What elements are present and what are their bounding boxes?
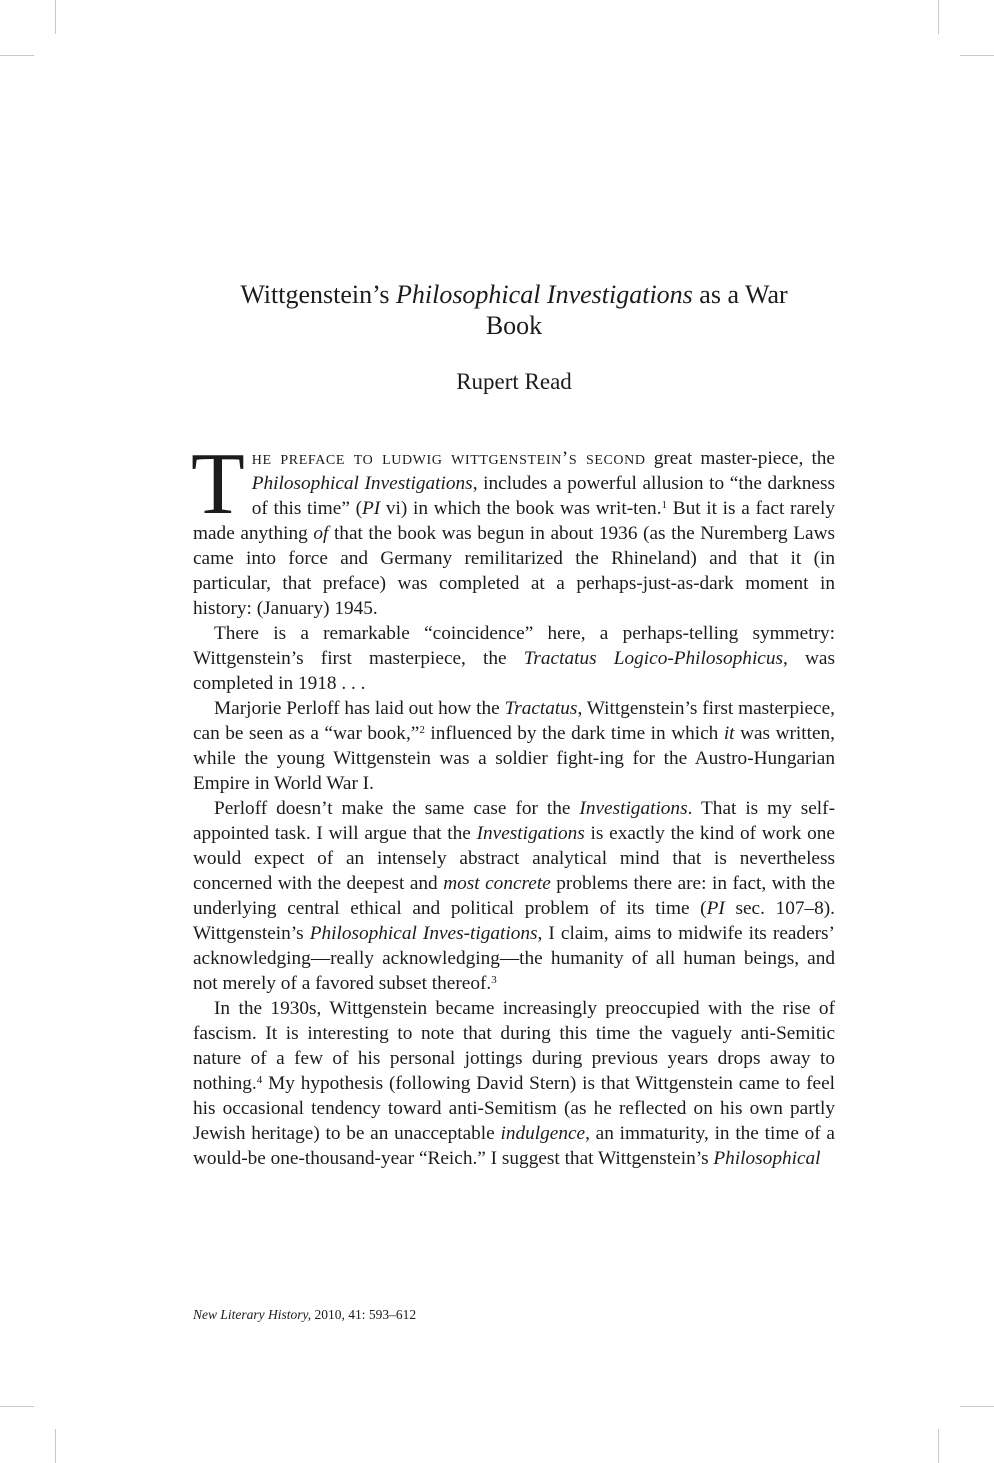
text: There is a remarkable “coincidence” here, a perhaps-telling symmetry: Wittgenstein’s first masterpiece, the bbox=[193, 623, 835, 669]
italic-text: Investigations bbox=[476, 823, 585, 844]
text: great master-piece, the bbox=[645, 448, 835, 469]
paragraph-3 bbox=[193, 696, 835, 796]
article-title bbox=[193, 279, 835, 341]
text: , includes a powerful allusion to “the darkness of this time” ( bbox=[251, 473, 835, 519]
paragraph-2 bbox=[193, 621, 835, 696]
crop-mark-top-left-horizontal bbox=[0, 55, 34, 56]
text: sec. 107–8). Wittgenstein’s bbox=[193, 898, 836, 944]
crop-mark-top-left-vertical bbox=[55, 0, 56, 34]
italic-text: indulgence bbox=[500, 1123, 586, 1144]
text: Marjorie Perloff has laid out how the bbox=[214, 698, 505, 719]
italic-text: PI bbox=[706, 898, 725, 919]
italic-text: of bbox=[313, 523, 329, 544]
italic-text: Investigations bbox=[579, 798, 688, 819]
text: , was completed in 1918 . . . bbox=[193, 648, 835, 694]
text: is exactly the kind of work one would expect of an intensely abstract analytical mind that is nevertheless concerned with the deepest and bbox=[193, 823, 835, 894]
text: , an immaturity, in the time of a would-be one-thousand-year “Reich.” I suggest that Wittgenstein’s bbox=[193, 1123, 835, 1169]
footnote-ref-2: 2 bbox=[419, 723, 425, 736]
italic-text: Tractatus bbox=[504, 698, 578, 719]
text: that the book was begun in about 1936 (as the Nuremberg Laws came into force and Germany remilitarized the Rhineland) and that it (in particular, that preface) was completed at a perhaps-just-as-dark moment in history: (January) 1945. bbox=[193, 523, 835, 619]
italic-text: it bbox=[723, 723, 735, 744]
italic-text: Philosophical Investigations bbox=[251, 473, 473, 494]
text: . That is my self-appointed task. I will argue that the bbox=[193, 798, 835, 844]
text: But it is a fact rarely made anything bbox=[193, 498, 835, 544]
italic-text: Philosophical Inves-tigations bbox=[309, 923, 538, 944]
crop-mark-bottom-right-vertical bbox=[938, 1429, 939, 1463]
italic-text: most concrete bbox=[443, 873, 551, 894]
crop-mark-bottom-right-horizontal bbox=[960, 1406, 994, 1407]
crop-mark-bottom-left-horizontal bbox=[0, 1406, 34, 1407]
footnote-ref-4: 4 bbox=[256, 1073, 263, 1086]
citation-details: 2010, 41: 593–612 bbox=[311, 1307, 417, 1322]
text: influenced by the dark time in which bbox=[424, 723, 724, 744]
journal-name: New Literary History, bbox=[193, 1307, 312, 1322]
text: Perloff doesn’t make the same case for the bbox=[214, 798, 580, 819]
paragraph-5 bbox=[193, 996, 835, 1171]
text: My hypothesis (following David Stern) is that Wittgenstein came to feel his occasional tendency toward anti-Semitism (as he reflected on his own partly Jewish heritage) to be an unacceptable bbox=[193, 1073, 835, 1144]
title-italic-work: Philosophical Investigations bbox=[395, 280, 693, 309]
paragraph-4 bbox=[193, 796, 835, 996]
italic-text: Philosophical bbox=[713, 1148, 821, 1169]
title-text-start: Wittgenstein’s bbox=[240, 280, 396, 309]
opening-small-caps: he preface to ludwig wittgenstein’s second bbox=[251, 448, 646, 469]
title-text-end: as a War bbox=[692, 280, 788, 309]
crop-mark-bottom-left-vertical bbox=[55, 1429, 56, 1463]
footnote-ref-3: 3 bbox=[491, 973, 497, 986]
paragraph-1 bbox=[191, 436, 835, 621]
text: problems there are: in fact, with the underlying central ethical and political problem of its time ( bbox=[193, 873, 836, 919]
text: was written, while the young Wittgenstein was a soldier fight-ing for the Austro-Hungarian Empire in World War I. bbox=[193, 723, 835, 794]
italic-text: PI bbox=[362, 498, 381, 519]
crop-mark-top-right-horizontal bbox=[960, 55, 994, 56]
text: vi) in which the book was writ-ten. bbox=[380, 498, 662, 519]
text: , I claim, aims to midwife its readers’ acknowledging—really acknowledging—the humanity of all human beings, and not merely of a favored subset thereof. bbox=[193, 923, 835, 994]
author-name: Rupert Read bbox=[456, 369, 572, 394]
article-body bbox=[191, 436, 836, 1171]
crop-mark-top-right-vertical bbox=[938, 0, 939, 34]
drop-cap: T bbox=[191, 436, 245, 533]
text: In the 1930s, Wittgenstein became increasingly preoccupied with the rise of fascism. It is interesting to note that during this time the vaguely anti-Semitic nature of a few of his personal jottings during previous years drops away to nothing. bbox=[193, 998, 835, 1094]
italic-text: Tractatus Logico-Philosophicus bbox=[523, 648, 784, 669]
footnote-ref-1: 1 bbox=[661, 498, 668, 511]
text: , Wittgenstein’s first masterpiece, can be seen as a “war book,” bbox=[193, 698, 835, 744]
title-line-two: Book bbox=[485, 311, 543, 340]
journal-citation bbox=[193, 1306, 416, 1324]
